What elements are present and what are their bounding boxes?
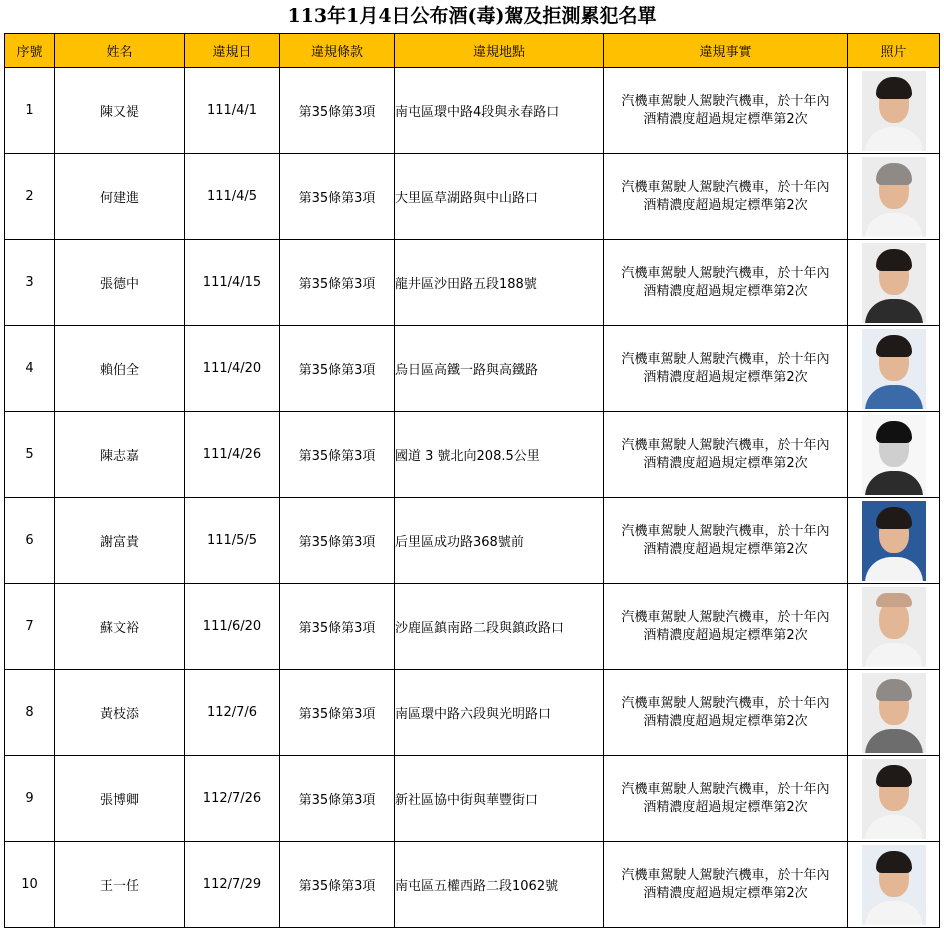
violation-clause: 第35條第3項 <box>280 154 395 240</box>
offender-name: 陳又褆 <box>55 68 185 154</box>
violation-fact <box>604 240 848 326</box>
row-number: 5 <box>5 412 55 498</box>
violation-date: 111/6/20 <box>185 584 280 670</box>
fact-line-2: 酒精濃度超過規定標準第2次 <box>643 369 808 385</box>
violation-date: 112/7/29 <box>185 842 280 928</box>
offender-name: 黃枝添 <box>55 670 185 756</box>
portrait-photo-icon <box>862 157 926 237</box>
violation-fact <box>604 326 848 412</box>
fact-line-1: 汽機車駕駛人駕駛汽機車，於十年內 <box>621 867 830 883</box>
photo-cell <box>848 68 940 154</box>
table-row <box>5 498 940 584</box>
table-row <box>5 412 940 498</box>
row-number: 9 <box>5 756 55 842</box>
fact-line-2: 酒精濃度超過規定標準第2次 <box>643 627 808 643</box>
portrait-photo-icon <box>862 71 926 151</box>
violation-clause: 第35條第3項 <box>280 240 395 326</box>
photo-cell <box>848 670 940 756</box>
violation-place: 南屯區環中路4段與永春路口 <box>395 68 604 154</box>
row-number: 6 <box>5 498 55 584</box>
fact-line-1: 汽機車駕駛人駕駛汽機車，於十年內 <box>621 265 830 281</box>
fact-line-2: 酒精濃度超過規定標準第2次 <box>643 455 808 471</box>
offender-name: 謝富貴 <box>55 498 185 584</box>
violation-place: 龍井區沙田路五段188號 <box>395 240 604 326</box>
fact-line-1: 汽機車駕駛人駕駛汽機車，於十年內 <box>621 93 830 109</box>
violation-place: 南屯區五權西路二段1062號 <box>395 842 604 928</box>
violation-date: 112/7/26 <box>185 756 280 842</box>
violation-clause: 第35條第3項 <box>280 68 395 154</box>
table-row <box>5 68 940 154</box>
page-title: 113年1月4日公布酒(毒)駕及拒測累犯名單 <box>287 5 657 27</box>
violation-place: 大里區草湖路與中山路口 <box>395 154 604 240</box>
offender-name: 王一任 <box>55 842 185 928</box>
header-law: 違規條款 <box>280 34 395 68</box>
offender-name: 何建進 <box>55 154 185 240</box>
violation-date: 111/4/20 <box>185 326 280 412</box>
fact-line-1: 汽機車駕駛人駕駛汽機車，於十年內 <box>621 523 830 539</box>
photo-cell <box>848 240 940 326</box>
table-row <box>5 842 940 928</box>
photo-cell <box>848 756 940 842</box>
header-place: 違規地點 <box>395 34 604 68</box>
header-fact: 違規事實 <box>604 34 848 68</box>
violation-fact <box>604 498 848 584</box>
table-row <box>5 584 940 670</box>
violation-date: 111/4/26 <box>185 412 280 498</box>
portrait-photo-icon <box>862 243 926 323</box>
table-row <box>5 154 940 240</box>
violation-fact <box>604 68 848 154</box>
row-number: 2 <box>5 154 55 240</box>
table-row <box>5 326 940 412</box>
row-number: 3 <box>5 240 55 326</box>
fact-line-1: 汽機車駕駛人駕駛汽機車，於十年內 <box>621 179 830 195</box>
photo-cell <box>848 842 940 928</box>
violation-date: 111/5/5 <box>185 498 280 584</box>
violation-fact <box>604 842 848 928</box>
fact-line-1: 汽機車駕駛人駕駛汽機車，於十年內 <box>621 695 830 711</box>
violation-clause: 第35條第3項 <box>280 498 395 584</box>
photo-cell <box>848 412 940 498</box>
offender-name: 張德中 <box>55 240 185 326</box>
row-number: 7 <box>5 584 55 670</box>
portrait-photo-icon <box>862 673 926 753</box>
fact-line-2: 酒精濃度超過規定標準第2次 <box>643 111 808 127</box>
fact-line-2: 酒精濃度超過規定標準第2次 <box>643 197 808 213</box>
violation-date: 111/4/1 <box>185 68 280 154</box>
violation-clause: 第35條第3項 <box>280 584 395 670</box>
violation-clause: 第35條第3項 <box>280 842 395 928</box>
violation-clause: 第35條第3項 <box>280 756 395 842</box>
violation-fact <box>604 584 848 670</box>
violation-place: 后里區成功路368號前 <box>395 498 604 584</box>
fact-line-2: 酒精濃度超過規定標準第2次 <box>643 713 808 729</box>
violation-fact <box>604 412 848 498</box>
violation-fact <box>604 756 848 842</box>
fact-line-1: 汽機車駕駛人駕駛汽機車，於十年內 <box>621 351 830 367</box>
portrait-photo-icon <box>862 415 926 495</box>
fact-line-1: 汽機車駕駛人駕駛汽機車，於十年內 <box>621 781 830 797</box>
photo-cell <box>848 584 940 670</box>
row-number: 4 <box>5 326 55 412</box>
table-row <box>5 670 940 756</box>
offender-name: 賴伯全 <box>55 326 185 412</box>
violation-date: 111/4/5 <box>185 154 280 240</box>
fact-line-2: 酒精濃度超過規定標準第2次 <box>643 541 808 557</box>
fact-line-1: 汽機車駕駛人駕駛汽機車，於十年內 <box>621 437 830 453</box>
portrait-photo-icon <box>862 501 926 581</box>
photo-cell <box>848 498 940 584</box>
violation-place: 南區環中路六段與光明路口 <box>395 670 604 756</box>
offender-name: 陳志嘉 <box>55 412 185 498</box>
table-header-row <box>5 34 940 68</box>
offender-name: 蘇文裕 <box>55 584 185 670</box>
violation-place: 烏日區高鐵一路與高鐵路 <box>395 326 604 412</box>
header-num: 序號 <box>5 34 55 68</box>
portrait-photo-icon <box>862 587 926 667</box>
row-number: 1 <box>5 68 55 154</box>
violation-place: 沙鹿區鎮南路二段與鎮政路口 <box>395 584 604 670</box>
offender-table <box>4 33 940 928</box>
violation-fact <box>604 670 848 756</box>
violation-place: 新社區協中街與華豐街口 <box>395 756 604 842</box>
violation-clause: 第35條第3項 <box>280 670 395 756</box>
row-number: 10 <box>5 842 55 928</box>
offender-name: 張博卿 <box>55 756 185 842</box>
fact-line-2: 酒精濃度超過規定標準第2次 <box>643 283 808 299</box>
photo-cell <box>848 326 940 412</box>
portrait-photo-icon <box>862 759 926 839</box>
violation-date: 112/7/6 <box>185 670 280 756</box>
photo-cell <box>848 154 940 240</box>
violation-date: 111/4/15 <box>185 240 280 326</box>
fact-line-2: 酒精濃度超過規定標準第2次 <box>643 799 808 815</box>
violation-clause: 第35條第3項 <box>280 412 395 498</box>
violation-fact <box>604 154 848 240</box>
portrait-photo-icon <box>862 329 926 409</box>
fact-line-2: 酒精濃度超過規定標準第2次 <box>643 885 808 901</box>
header-date: 違規日 <box>185 34 280 68</box>
header-name: 姓名 <box>55 34 185 68</box>
row-number: 8 <box>5 670 55 756</box>
violation-place: 國道 3 號北向208.5公里 <box>395 412 604 498</box>
table-row <box>5 240 940 326</box>
header-photo: 照片 <box>848 34 940 68</box>
fact-line-1: 汽機車駕駛人駕駛汽機車，於十年內 <box>621 609 830 625</box>
violation-clause: 第35條第3項 <box>280 326 395 412</box>
table-row <box>5 756 940 842</box>
portrait-photo-icon <box>862 845 926 925</box>
